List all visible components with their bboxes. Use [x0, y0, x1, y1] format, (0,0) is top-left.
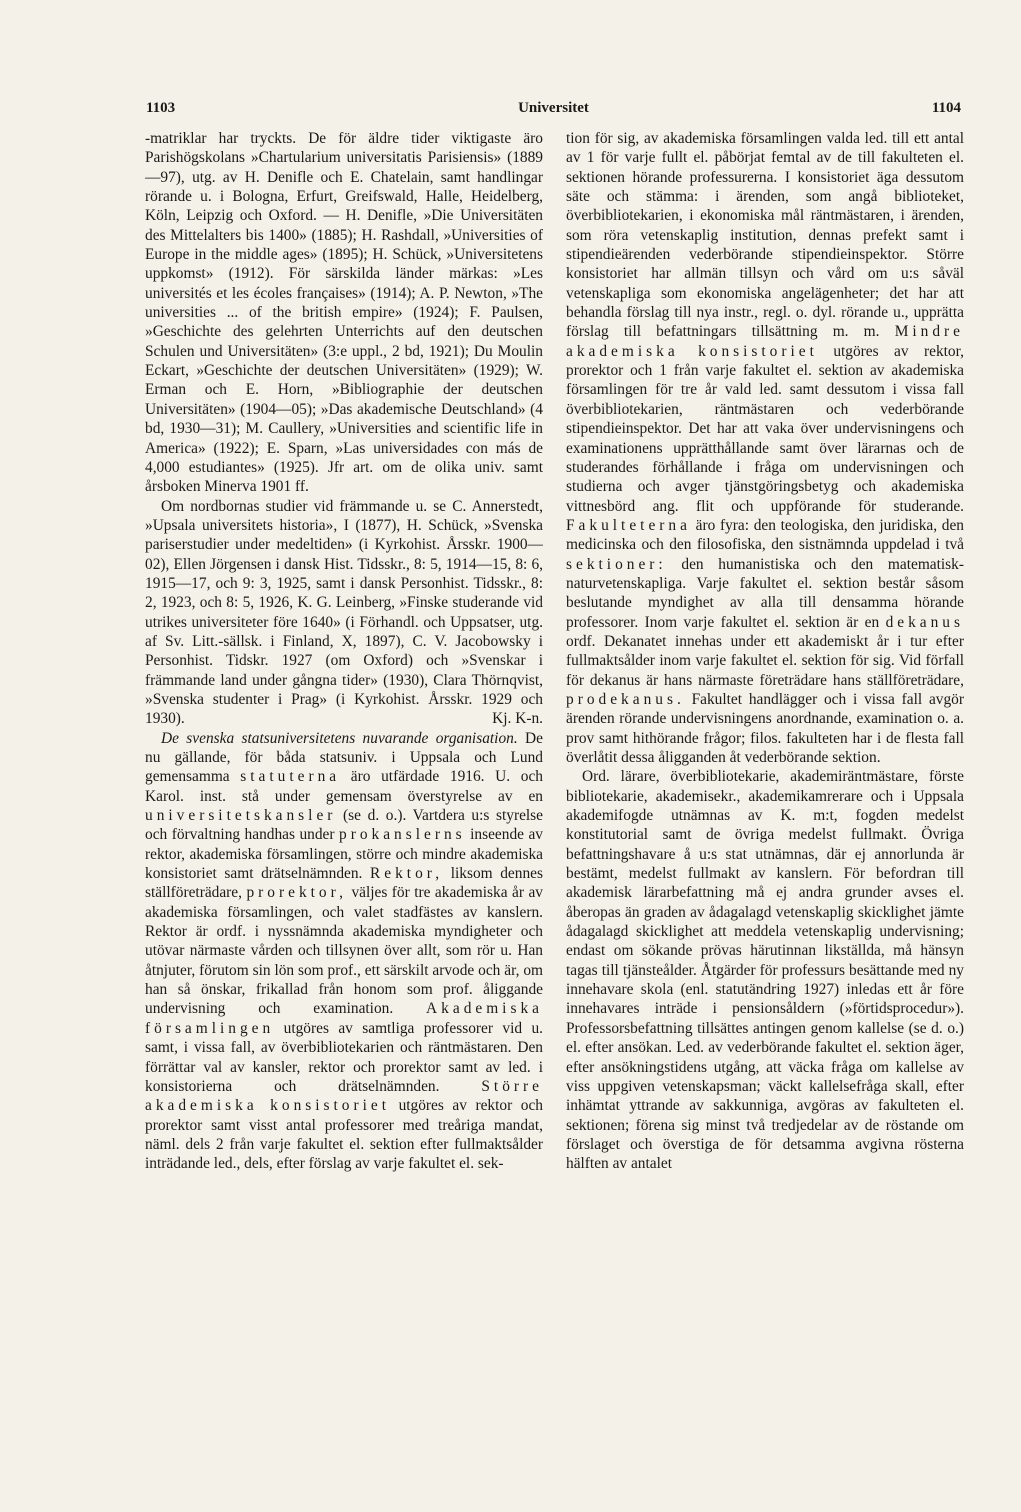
paragraph-appointments: Ord. lärare, överbibliotekarie, akademiräntmästare, förste bibliotekarie, akademisekr., akademikamrerare och i Uppsala akademifogde utnämnas av K. m:t, fogden medelst konstitutorial samt de övriga medelst fullmakt. Övriga befattningshavare å u:s stat utnämnas, där ej annorlunda är bestämt, medelst fullmakt av kanslern. För befordran till akademisk lärarbefattning må ej andra grunder avses el. åberopas än graden av ådagalagd vetenskaplig skicklighet jämte ådagalagd skicklighet att meddela vetenskaplig undervisning; endast om sökande prövas härutinnan likställda, må hänsyn tagas till tjänsteålder. Åtgärder för professurs besättande med ny innehavare skola (enl. statutändring 1927) inledas ett år före innehavares inträde i pensionsåldern (»förtidsprocedur»). Professorsbefattning tillsättes antingen genom kallelse (se d. o.) el. efter ansökan. Led. av vederbörande fakultet el. sektion äger, efter ansökningstidens utgång, att väcka fråga om kallelse av viss uppgiven vetenskapsman; väckt kallelsefråga skall, efter inhämtat yttrande av sakkunniga, avgöras av fakulteten el. sektionen; förena sig minst två tredjedelar av de röstande om förslaget och överstiga de för detsamma avgivna rösterna hälften av antalet	[566, 768, 964, 1173]
spaced-term: prokanslerns	[339, 826, 466, 844]
spaced-term: prorektor,	[246, 884, 347, 902]
paragraph-text: ordf. Dekanatet innehas under ett akademiskt år i tur efter fullmaktsålder inom varje fakultet el. sektion för sig. Vid förfall för dekanus är hans närmaste företrädare hans ställföreträdare,	[566, 632, 964, 689]
paragraph-text: äro fyra: den teologiska, den juridiska, den medicinska och den filosofiska, den sistnämnda uppdelad i två	[566, 516, 964, 554]
spaced-term: Mindre akademiska konsistoriet	[566, 323, 964, 360]
paragraph-text: Om nordbornas studier vid främmande u. se C. Annerstedt, »Upsala universitets historia», I (1877), H. Schück, »Svenska pariserstudier under medeltiden» (i Kyrkohist. Årsskr. 1900—02), Ellen Jörgensen i dansk Hist. Tidsskr., 8: 5, 1914—15, 8: 6, 1915—17, och 9: 3, 1925, samt i dansk Personhist. Tidsskr., 8: 2, 1923, och 8: 5, 1926, K. G. Leinberg, »Finske studerande vid utrikes universiteter före 1640» (i Förhandl. och Uppsatser, utg. af Sv. Litt.-sällsk. i Finland, X, 1897), C. V. Jacobowsky i Personhist. Tidskr. 1927 (om Oxford) och »Svenskar i främmande land under gångna tider» (1930), Clara Thörnqvist, »Svenska studenter i Prag» (i Kyrkohist. Årsskr. 1929 och 1930).	[145, 497, 543, 728]
spaced-term: Större akademiska konsistoriet	[145, 1077, 543, 1115]
spaced-term: Rektor,	[370, 865, 444, 883]
spaced-term: Akademiska församlingen	[145, 1000, 543, 1037]
paragraph-text: utgöres av rektor och prorektor samt visst antal professorer med treåriga mandat, näml. dels 2 från varje fakultet el. sektion efter fullmaktsålder inträdande led., dels, efter förslag av varje fakultet el. sek-	[145, 1097, 543, 1173]
paragraph-text: tion för sig, av akademiska församlingen valda led. till ett antal av 1 för varje fullt el. påbörjat femtal av de till fakulteten el. sektionen hörande professurerna. I konsistoriet äga dessutom säte och stämma: i ärenden, som angå biblioteket, överbibliotekarien, i ekonomiska mål räntmästaren, i ärenden, som röra vetenskaplig institution, dennas prefekt samt i stipendieärenden vederbörande stipendieinspektor. Större konsistoriet har allmän tillsyn och vård om u:s såväl vetenskapliga som ekonomiska angelägenheter; det har att behandla förslag till nya instr., regl. o. dyl. rörande u., upprätta förslag till befattningars tillsättning m. m.	[566, 130, 964, 341]
section-heading: De svenska statsuniversitetens nuvarande organisation.	[161, 729, 518, 747]
paragraph-references: -matriklar har tryckts. De för äldre tider viktigaste äro Parishögskolans »Chartularium universitatis Parisiensis» (1889—97), utg. av H. Denifle och E. Chatelain, samt handlingar rörande u. i Bologna, Erfurt, Greifswald, Halle, Heidelberg, Köln, Leipzig och Oxford. — H. Denifle, »Die Universitäten des Mittelalters bis 1400» (1885); H. Rashdall, »Universities of Europe in the middle ages» (1895); H. Schück, »Universitetens uppkomst» (1912). För särskilda länder märkas: »Les universités et les écoles françaises» (1914); A. P. Newton, »The universities ... of the british empire» (1924); F. Paulsen, »Geschichte des gelehrten Unterrichts auf den deutschen Schulen und Universitäten» (3:e uppl., 2 bd, 1921); Du Moulin Eckart, »Geschichte der deutschen Universitäten» (1929); W. Erman och E. Horn, »Bibliographie der deutschen Universitäten» (1904—05); »Das akademische Deutschland» (4 bd, 1930—31); M. Caullery, »Universities and scientific life in America» (1922); E. Sparn, »Las universidades con más de 4,000 estudiantes» (1925). Jfr art. om de olika univ. samt årsboken Minerva 1901 ff.	[145, 130, 543, 496]
paragraph-nordic-studies	[145, 497, 543, 729]
spaced-term: statuterna	[240, 768, 341, 786]
paragraph-consistory	[566, 129, 964, 767]
running-title: Universitet	[518, 100, 589, 116]
spaced-term: prodekanus.	[566, 690, 685, 708]
page-number-right: 1104	[931, 100, 961, 116]
paragraph-text: utgöres av samtliga professorer vid u. samt, i vissa fall, av överbibliotekarien och räntmästaren. Den förrättar val av kansler, rektor och prorektor samt av led. i konsistorierna och drätselnämnden.	[145, 1019, 543, 1095]
paragraph-text: liksom dennes ställföreträdare,	[145, 865, 543, 902]
author-signature: Kj. K-n.	[492, 710, 543, 728]
paragraph-text: äro utfärdade 1916. U. och Karol. inst. stå under gemensam överstyrelse av en	[145, 768, 543, 805]
spaced-term: dekanus	[885, 613, 964, 631]
page-header	[146, 100, 961, 122]
page-number-left: 1103	[146, 100, 176, 116]
paragraph-text: (se d. o.). Vartdera u:s styrelse och förvaltning handhas under	[145, 807, 543, 844]
paragraph-text: inseende av rektor, akademiska församlingen, större och mindre akademiska konsistoriet samt drätselnämnden.	[145, 826, 543, 883]
spaced-term: universitetskansler	[145, 807, 337, 825]
paragraph-text: Fakultet handlägger och i vissa fall avgör ärenden rörande undervisningens anordnande, examination o. a. prov samt hithörande frågor; filos. fakulteten har i de flesta fall överlåtit dessa åligganden åt vederbörande sektion.	[566, 690, 964, 766]
paragraph-text: väljes för tre akademiska år av akademiska församlingen, och valet stadfästes av kanslern. Rektor är ordf. i nyssnämnda akademiska myndigheter och utövar närmaste vården och tillsynen över allt, som rör u. Han åtnjuter, förutom sin lön som prof., ett särskilt arvode och är, om han så önskar, frikallad från honom som prof. åliggande undervisning och examination.	[145, 884, 543, 1018]
right-column	[566, 129, 964, 1419]
paragraph-text: De nu gällande, för båda statsuniv. i Uppsala och Lund gemensamma	[145, 729, 543, 786]
paragraph-organisation	[145, 729, 543, 1174]
paragraph-text: den humanistiska och den matematisk-naturvetenskapliga. Varje fakultet el. sektion består såsom beslutande myndighet av alla till densamma hörande professorer. Inom varje fakultet el. sektion är en	[566, 555, 964, 631]
left-column	[145, 129, 543, 1419]
paragraph-text: utgöres av rektor, prorektor och 1 från varje fakultet el. sektion av akademiska församlingen för tre år vald led. samt dessutom i vissa fall överbibliotekarien, räntmästaren och vederbörande stipendieinspektor. Det har att vaka över undervisningens och examinationens upprätthållande samt över lärarnas och de studerandes förhållande i fråga om undervisningen och studierna och avger tjänstgöringsbetyg och akademiska vittnesbörd ang. flit och uppförande för studerande.	[566, 342, 964, 515]
spaced-term: sektioner:	[566, 555, 667, 573]
spaced-term: Fakulteterna	[566, 516, 691, 534]
